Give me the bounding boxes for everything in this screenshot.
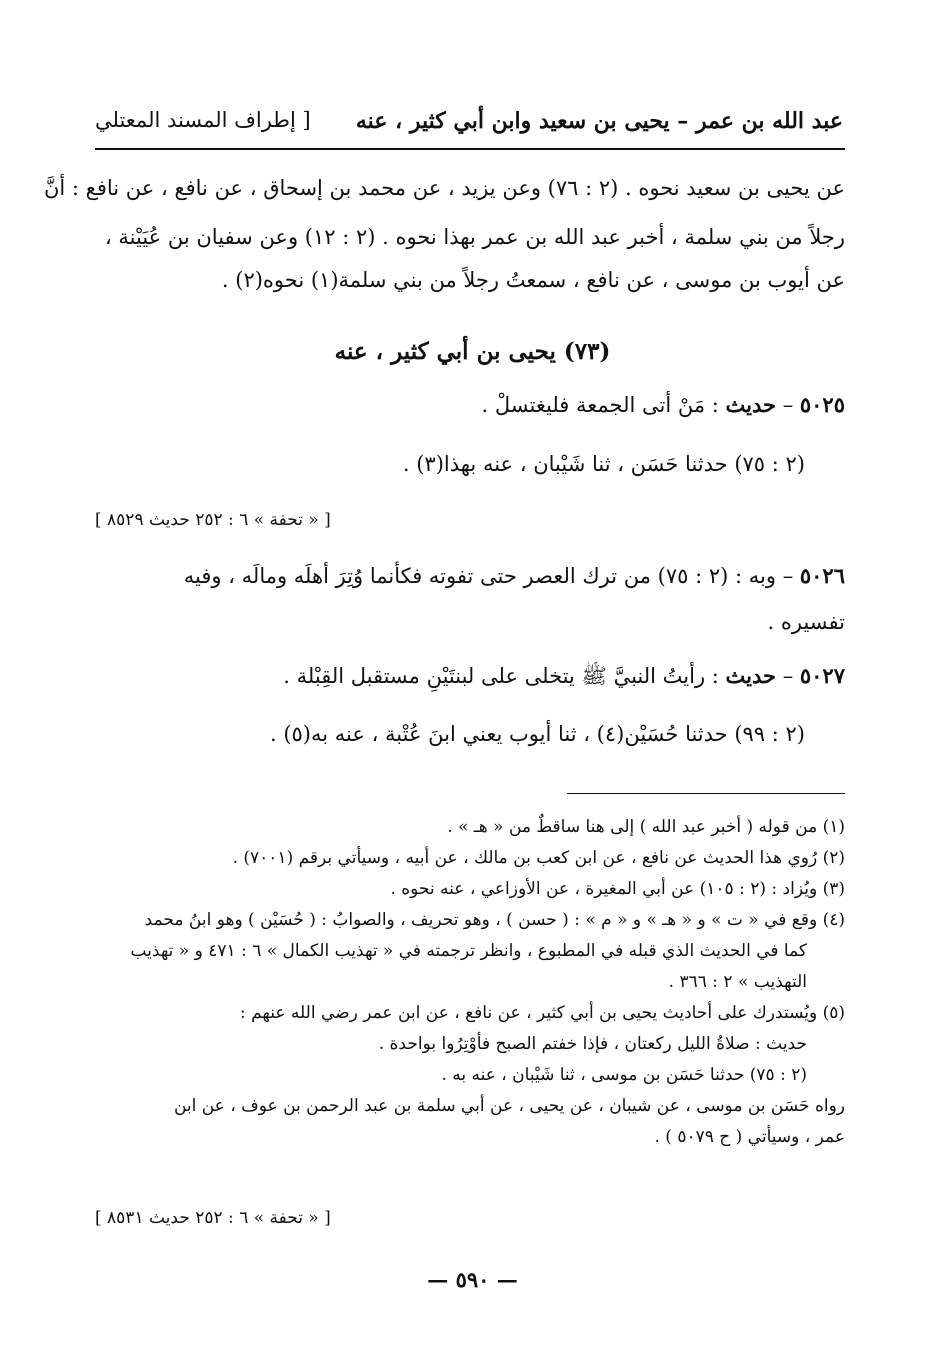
footnote-5-line: (٢ : ٧٥) حدثنا حَسَن بن موسى ، ثنا شَيْبان ، عنه به . (441, 1065, 807, 1085)
footnotes (95, 812, 845, 1153)
entry-text: – وبه : (٢ : ٧٥) من ترك العصر حتى تفوته فكأنما وُتِرَ أهلَه ومالَه ، وفيه (183, 564, 800, 588)
tuhfa-reference-1: [ « تحفة » ٦ : ٢٥٢ حديث ٨٥٢٩ ] (95, 510, 331, 530)
section-title: (٧٣) يحيى بن أبي كثير ، عنه (334, 338, 611, 365)
intro-line-1: عن يحيى بن سعيد نحوه . (٢ : ٧٦) وعن يزيد ، عن محمد بن إسحاق ، عن نافع ، عن نافع : أنَّ (43, 176, 845, 200)
footnote-5-line: حديث : صلاةُ الليل ركعتان ، فإذا خفتم الصبح فأوْتِرُوا بواحدة . (378, 1034, 807, 1054)
footnote-rule (567, 793, 845, 794)
footnote-5-line: عمر ، وسيأتي ( ح ٥٠٧٩ ) . (654, 1127, 845, 1147)
entry-number: ٥٠٢٦ (799, 563, 845, 588)
entry-text: : مَنْ أتى الجمعة فليغتسلْ . (481, 393, 726, 417)
entry-dash: – (776, 664, 800, 688)
entry-5027-chain: (٢ : ٩٩) حدثنا حُسَيْن(٤) ، ثنا أيوب يعني ابنَ عُتْبة ، عنه به(٥) . (269, 722, 805, 746)
book-title: [ إطراف المسند المعتلي (95, 108, 311, 132)
entry-number: ٥٠٢٥ (799, 392, 845, 417)
entry-number: ٥٠٢٧ (799, 663, 845, 688)
running-title: عبد الله بن عمر – يحيى بن سعيد وابن أبي كثير ، عنه (355, 108, 843, 134)
entry-5026 (184, 563, 845, 588)
entry-text: : رأيتُ النبيَّ ﷺ يتخلى على لبنتَيْنِ مستقبل القِبْلة . (283, 664, 726, 688)
footnote-4-line: (٤) وقع في « ت » و « هـ » و « م » : ( حسن ) ، وهو تحريف ، والصوابُ : ( حُسَيْن ) وهو ابنُ محمد (144, 910, 845, 930)
entry-5027 (283, 663, 845, 694)
intro-line-2: رجلاً من بني سلمة ، أخبر عبد الله بن عمر بهذا نحوه . (٢ : ١٢) وعن سفيان بن عُيَيْنة ، (104, 225, 845, 249)
entry-5025 (482, 392, 845, 417)
intro-line-3: عن أيوب بن موسى ، عن نافع ، سمعتُ رجلاً من بني سلمة(١) نحوه(٢) . (221, 268, 845, 292)
footnote-4-line: التهذيب » ٢ : ٣٦٦ . (668, 972, 807, 992)
footnote-5-line: (٥) ويُستدرك على أحاديث يحيى بن أبي كثير ، عن نافع ، عن ابن عمر رضي الله عنهم : (239, 1003, 845, 1023)
footnote-5-line: رواه حَسَن بن موسى ، عن شيبان ، عن يحيى ، عن أبي سلمة بن عبد الرحمن بن عوف ، عن ابن (173, 1096, 845, 1116)
footnote-1: (١) من قوله ( أخبر عبد الله ) إلى هنا ساقطٌ من « هـ » . (447, 817, 845, 837)
footnote-4-line: كما في الحديث الذي قبله في المطبوع ، وانظر ترجمته في « تهذيب الكمال » ٦ : ٤٧١ و « تهذيب (130, 941, 807, 961)
entry-5026-continuation: تفسيره . (767, 610, 845, 634)
entry-5025-chain: (٢ : ٧٥) حدثنا حَسَن ، ثنا شَيْبان ، عنه بهذا(٣) . (402, 452, 805, 476)
running-header (95, 108, 843, 142)
footnote-2: (٢) رُوي هذا الحديث عن نافع ، عن ابن كعب بن مالك ، عن أبيه ، وسيأتي برقم (٧٠٠١) . (232, 848, 845, 868)
page-number: — ٥٩٠ — (427, 1267, 518, 1292)
entry-dash: – (776, 393, 800, 417)
header-rule (95, 148, 845, 150)
tuhfa-reference-2: [ « تحفة » ٦ : ٢٥٢ حديث ٨٥٣١ ] (95, 1208, 331, 1228)
entry-keyword: حديث (725, 663, 777, 688)
entry-keyword: حديث (725, 392, 777, 417)
footnote-3: (٣) ويُزاد : (٢ : ١٠٥) عن أبي المغيرة ، عن الأوزاعي ، عنه نحوه . (390, 879, 845, 899)
